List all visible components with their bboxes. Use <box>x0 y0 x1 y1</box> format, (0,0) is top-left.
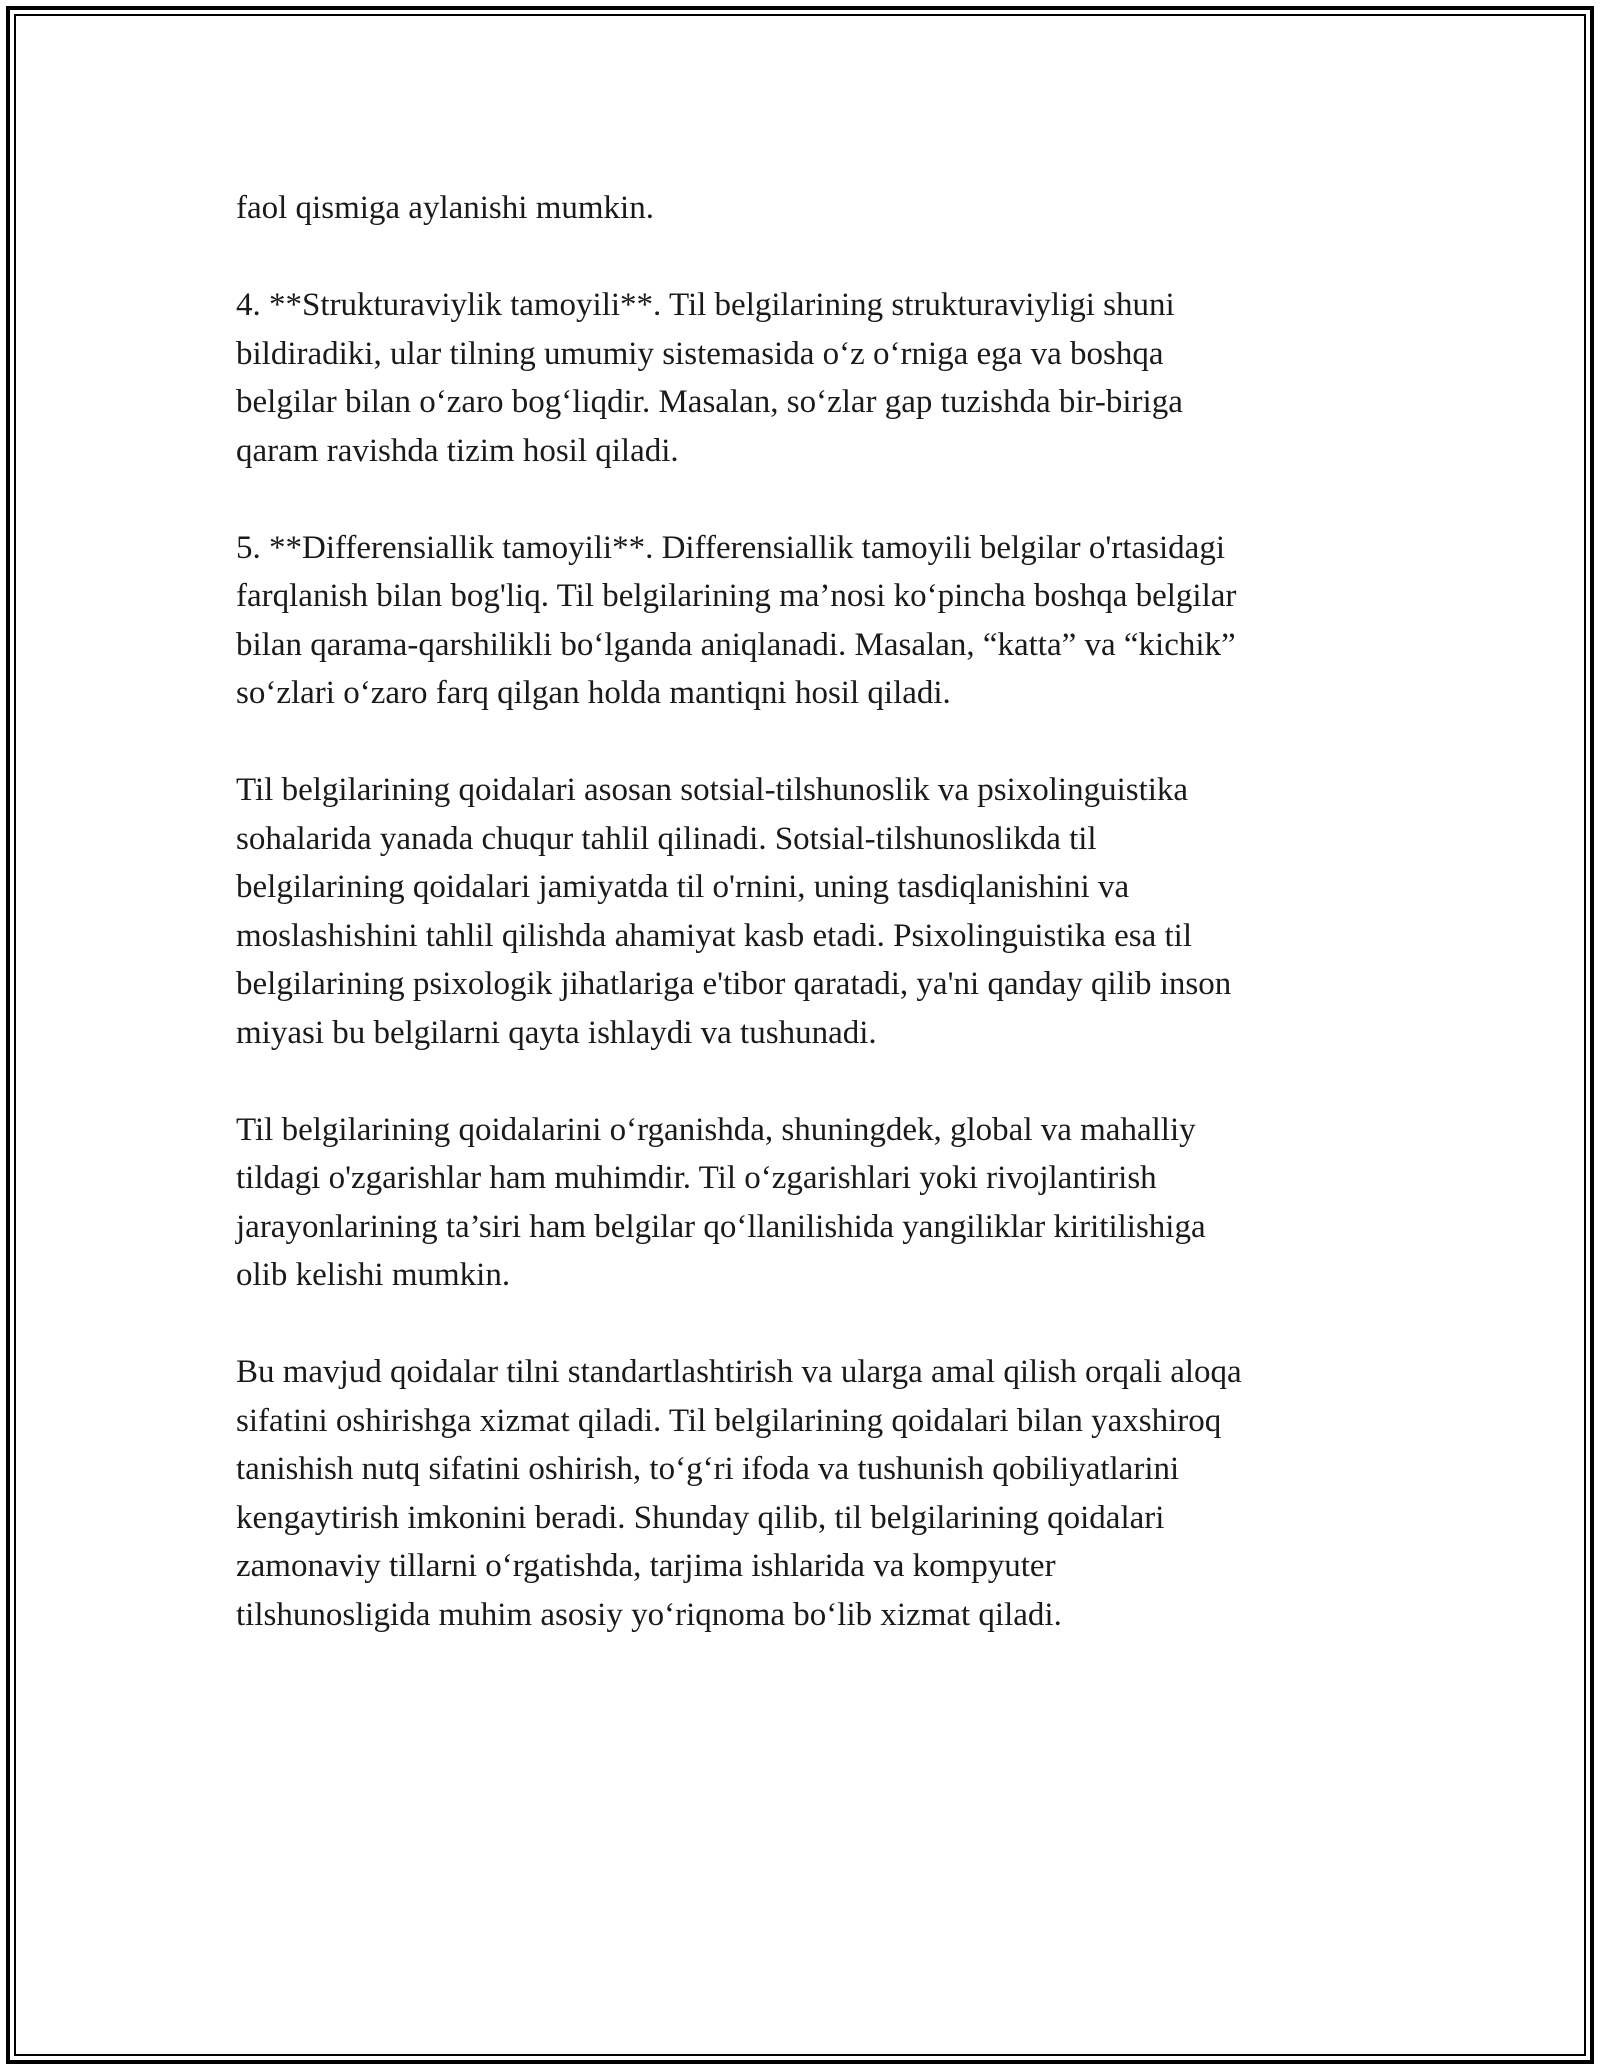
text-line: Til belgilarining qoidalarini o‘rganishda, shuningdek, global va mahalliy <box>236 1111 1196 1148</box>
text-line: belgilarining psixologik jihatlariga e'tibor qaratadi, ya'ni qanday qilib inson <box>236 966 1232 1002</box>
text-line: belgilarining qoidalari jamiyatda til o'rnini, uning tasdiqlanishini va <box>236 869 1130 905</box>
paragraph-xulosa <box>236 1348 1376 1639</box>
text-line: belgilar bilan o‘zaro bog‘liqdir. Masalan, so‘zlar gap tuzishda bir-biriga <box>236 384 1183 420</box>
text-line: Til belgilarining qoidalari asosan sotsial-tilshunoslik va psixolinguistika <box>236 772 1189 808</box>
text-line: olib kelishi mumkin. <box>236 1257 511 1293</box>
text-line: zamonaviy tillarni o‘rgatishda, tarjima ishlarida va kompyuter <box>236 1548 1056 1584</box>
paragraph-differensiallik <box>236 524 1376 718</box>
text-line: Bu mavjud qoidalar tilni standartlashtirish va ularga amal qilish orqali aloqa <box>236 1354 1242 1390</box>
text-line: bildiradiki, ular tilning umumiy sistemasida o‘z o‘rniga ega va boshqa <box>236 335 1164 372</box>
paragraph-strukturaviylik <box>236 281 1376 475</box>
paragraph-continuation <box>236 184 1376 233</box>
text-line: qaram ravishda tizim hosil qiladi. <box>236 432 679 469</box>
paragraph-ozgarishlar <box>236 1106 1376 1300</box>
text-line: jarayonlarining ta’siri ham belgilar qo‘llanilishida yangiliklar kiritilishiga <box>236 1208 1206 1245</box>
text-line: 4. **Strukturaviylik tamoyili**. Til belgilarining strukturaviyligi shuni <box>236 287 1175 323</box>
document-body <box>236 184 1376 1688</box>
text-line: tanishish nutq sifatini oshirish, to‘g‘ri ifoda va tushunish qobiliyatlarini <box>236 1451 1180 1487</box>
text-line: sifatini oshirishga xizmat qiladi. Til belgilarining qoidalari bilan yaxshiroq <box>236 1402 1222 1439</box>
text-line: tilshunosligida muhim asosiy yo‘riqnoma bo‘lib xizmat qiladi. <box>236 1596 1062 1633</box>
text-line: tildagi o'zgarishlar ham muhimdir. Til o‘zgarishlari yoki rivojlantirish <box>236 1160 1157 1196</box>
paragraph-sotsial-psixolinguistika <box>236 766 1376 1057</box>
text-line: kengaytirish imkonini beradi. Shunday qilib, til belgilarining qoidalari <box>236 1499 1165 1536</box>
text-line: so‘zlari o‘zaro farq qilgan holda mantiqni hosil qiladi. <box>236 675 951 711</box>
text-line: sohalarida yanada chuqur tahlil qilinadi. Sotsial-tilshunoslikda til <box>236 820 1097 857</box>
text-line: 5. **Differensiallik tamoyili**. Differensiallik tamoyili belgilar o'rtasidagi <box>236 529 1226 566</box>
text-line: miyasi bu belgilarni qayta ishlaydi va tushunadi. <box>236 1014 877 1051</box>
text-line: moslashishini tahlil qilishda ahamiyat kasb etadi. Psixolinguistika esa til <box>236 917 1192 954</box>
text-line: faol qismiga aylanishi mumkin. <box>236 190 654 226</box>
text-line: bilan qarama-qarshilikli bo‘lganda aniqlanadi. Masalan, “katta” va “kichik” <box>236 626 1236 663</box>
text-line: farqlanish bilan bog'liq. Til belgilarining ma’nosi ko‘pincha boshqa belgilar <box>236 578 1237 614</box>
